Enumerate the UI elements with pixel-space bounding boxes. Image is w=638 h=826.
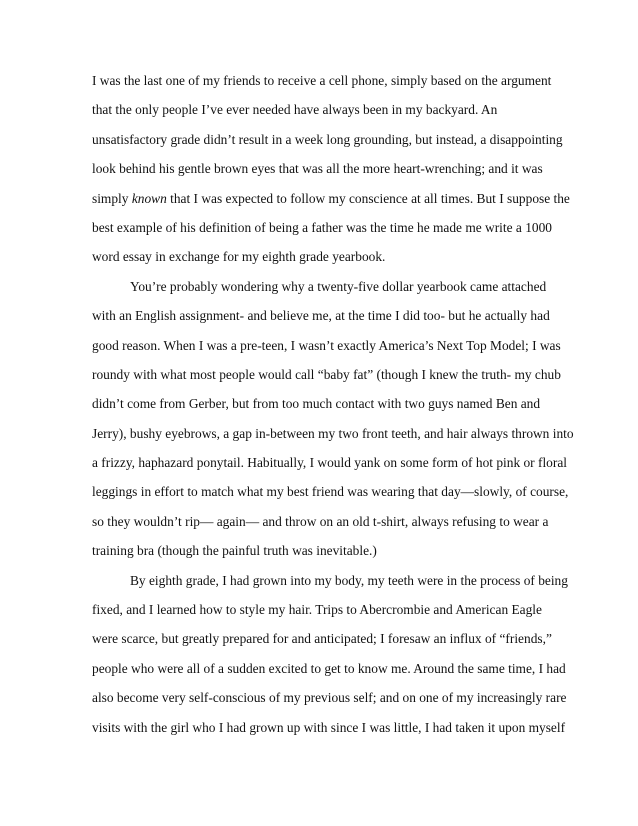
text-line: roundy with what most people would call “baby fat” (though I knew the truth- my chub	[92, 366, 561, 382]
text-line: Jerry), bushy eyebrows, a gap in-between my two front teeth, and hair always thrown into	[92, 425, 574, 441]
line-segment: simply	[92, 190, 132, 206]
text-line: unsatisfactory grade didn’t result in a week long grounding, but instead, a disappointing	[92, 131, 563, 147]
emphasized-word: known	[131, 190, 167, 206]
text-line: that the only people I’ve ever needed have always been in my backyard. An	[92, 102, 498, 118]
text-line: people who were all of a sudden excited to get to know me. Around the same time, I had	[92, 660, 566, 676]
text-line-with-emphasis	[92, 189, 570, 218]
essay-body	[92, 71, 574, 747]
text-line: also become very self-conscious of my previous self; and on one of my increasingly rare	[92, 690, 567, 706]
text-line: were scarce, but greatly prepared for and anticipated; I foresaw an influx of “friends,”	[92, 631, 552, 647]
text-line: with an English assignment- and believe me, at the time I did too- but he actually had	[92, 308, 550, 324]
paragraph-first-line: By eighth grade, I had grown into my body, my teeth were in the process of being	[130, 572, 568, 588]
line-segment: that I was expected to follow my conscience at all times. But I suppose the	[166, 190, 570, 206]
text-line: visits with the girl who I had grown up with since I was little, I had taken it upon myself	[92, 719, 566, 735]
text-line: didn’t come from Gerber, but from too much contact with two guys named Ben and	[92, 396, 541, 412]
text-line: so they wouldn’t rip— again— and throw on an old t-shirt, always refusing to wear a	[92, 513, 549, 529]
text-line: fixed, and I learned how to style my hair. Trips to Abercrombie and American Eagle	[92, 602, 542, 618]
text-line: word essay in exchange for my eighth grade yearbook.	[92, 249, 386, 265]
text-line: leggings in effort to match what my best friend was wearing that day—slowly, of course,	[92, 484, 569, 500]
paragraph-first-line: You’re probably wondering why a twenty-five dollar yearbook came attached	[130, 278, 547, 294]
text-line: training bra (though the painful truth was inevitable.)	[92, 543, 377, 559]
text-line: look behind his gentle brown eyes that was all the more heart-wrenching; and it was	[92, 161, 543, 177]
text-line: good reason. When I was a pre-teen, I wasn’t exactly America’s Next Top Model; I was	[92, 337, 561, 353]
text-line: I was the last one of my friends to receive a cell phone, simply based on the argument	[92, 73, 552, 88]
text-line: a frizzy, haphazard ponytail. Habitually, I would yank on some form of hot pink or floral	[92, 455, 567, 471]
text-line: best example of his definition of being a father was the time he made me write a 1000	[92, 219, 552, 235]
